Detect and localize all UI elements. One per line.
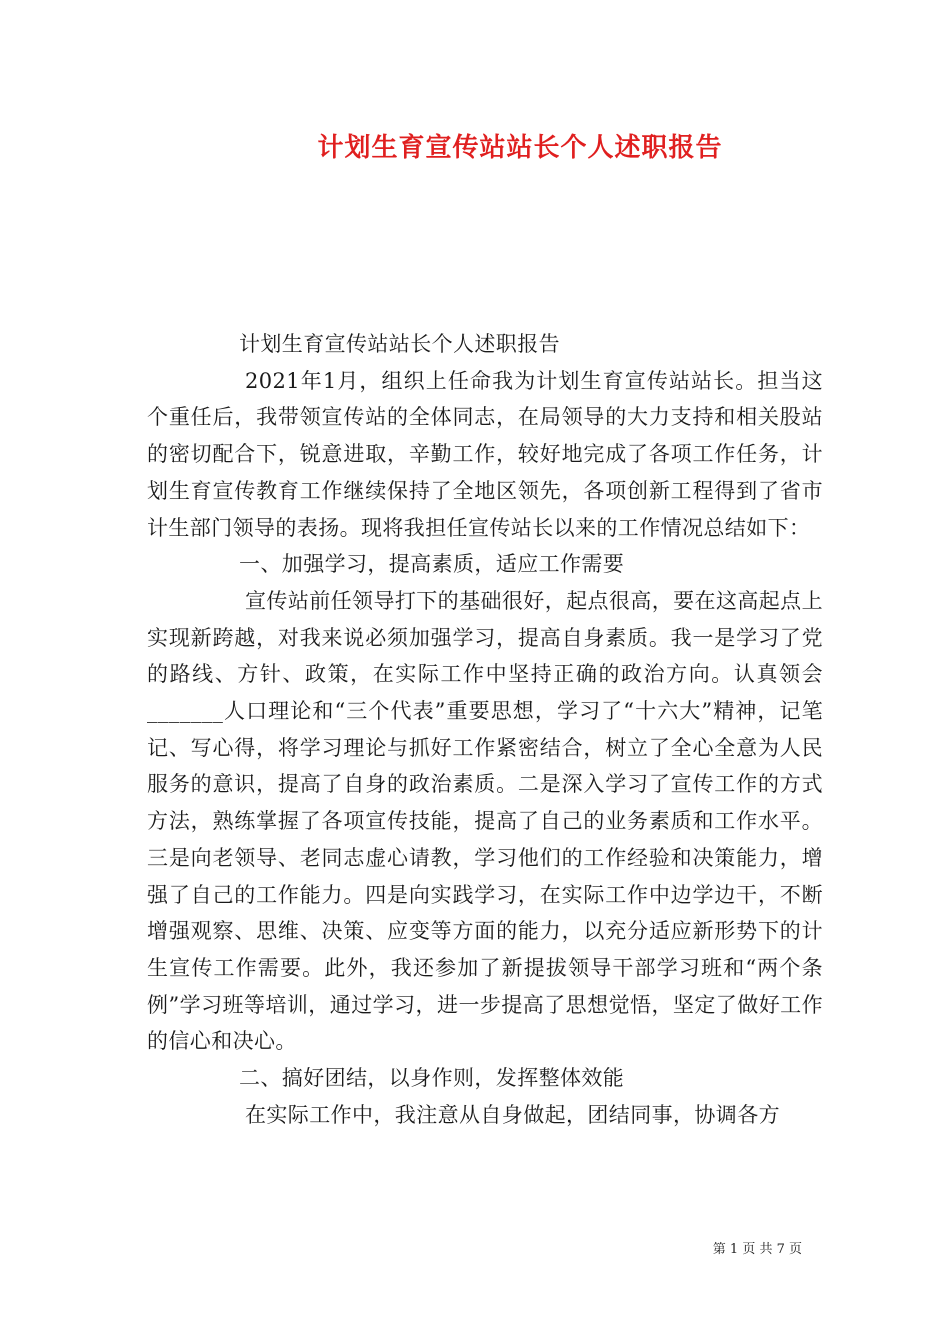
- paragraph-intro: 2021年1月，组织上任命我为计划生育宣传站站长。担当这个重任后，我带领宣传站的全体同志，在局领导的大力支持和相关股站的密切配合下，锐意进取，辛勤工作，较好地完成了各项工作任务，计划生育宣传教育工作继续保持了全地区领先，各项创新工程得到了省市计生部门领导的表扬。现将我担任宣传站长以来的工作情况总结如下：: [147, 368, 823, 540]
- paragraph-study: 宣传站前任领导打下的基础很好，起点很高，要在这高起点上实现新跨越，对我来说必须加强学习，提高自身素质。我一是学习了党的路线、方针、政策，在实际工作中坚持正确的政治方向。认真领会_______人口理论和“三个代表”重要思想，学习了“十六大”精神，记笔记、写心得，将学习理论与抓好工作紧密结合，树立了全心全意为人民服务的意识，提高了自身的政治素质。二是深入学习了宣传工作的方式方法，熟练掌握了各项宣传技能，提高了自己的业务素质和工作水平。三是向老领导、老同志虚心请教，学习他们的工作经验和决策能力，增强了自己的工作能力。四是向实践学习，在实际工作中边学边干，不断增强观察、思维、决策、应变等方面的能力，以充分适应新形势下的计生宣传工作需要。此外，我还参加了新提拔领导干部学习班和“两个条例”学习班等培训，通过学习，进一步提高了思想觉悟，坚定了做好工作的信心和决心。: [147, 588, 823, 1054]
- section-heading-1: 一、加强学习，提高素质，适应工作需要: [239, 552, 625, 577]
- page-number: 第 1 页 共 7 页: [712, 1242, 802, 1257]
- paragraph-unity: 在实际工作中，我注意从自身做起，团结同事，协调各方: [245, 1102, 780, 1127]
- document-subtitle: 计划生育宣传站站长个人述职报告: [239, 332, 560, 356]
- document-title: 计划生育宣传站站长个人述职报告: [317, 133, 723, 163]
- document-body: [147, 326, 823, 1133]
- section-heading-2: 二、搞好团结，以身作则，发挥整体效能: [239, 1066, 625, 1091]
